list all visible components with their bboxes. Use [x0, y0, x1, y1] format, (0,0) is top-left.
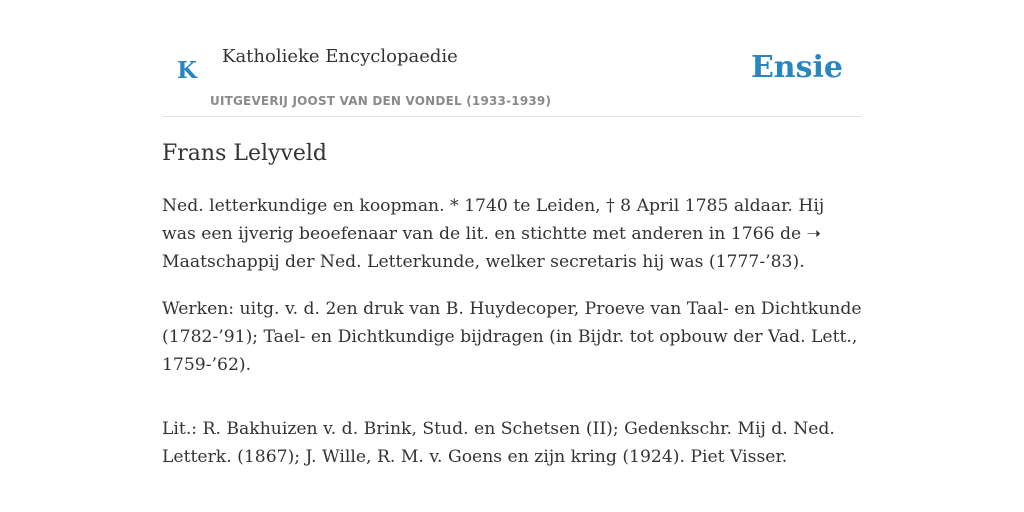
article-paragraph-literature: Lit.: R. Bakhuizen v. d. Brink, Stud. en Schetsen (II); Gedenkschr. Mij d. Ned. Letterk. (1867); J. Wille, R. M. v. Goens en zijn kring (1924). Piet Visser. [162, 419, 835, 467]
biography-text-end: Maatschappij der Ned. Letterkunde, welker secretaris hij was (1777-’83). [162, 252, 805, 272]
encyclopedia-header [162, 40, 862, 117]
encyclopedia-logo-k[interactable]: K [177, 57, 197, 84]
biography-text-start: Ned. letterkundige en koopman. * 1740 te Leiden, † 8 April 1785 aldaar. Hij was een ijverig beoefenaar van de lit. en stichtte met anderen in 1766 de [162, 196, 825, 244]
article-content [162, 138, 862, 490]
ensie-brand-link[interactable]: Ensie [750, 50, 843, 85]
cross-reference-arrow-icon[interactable]: ➝ [806, 224, 822, 244]
encyclopedia-title[interactable]: Katholieke Encyclopaedie [222, 46, 458, 67]
publisher-line: UITGEVERIJ JOOST VAN DEN VONDEL (1933-1939) [210, 94, 552, 108]
article-paragraph-works: Werken: uitg. v. d. 2en druk van B. Huydecoper, Proeve van Taal- en Dichtkunde (1782-’91); Tael- en Dichtkundige bijdragen (in Bijdr. tot opbouw der Vad. Lett., 1759-’62). [162, 299, 862, 375]
article-paragraph-biography [162, 192, 862, 276]
article-title: Frans Lelyveld [162, 141, 328, 166]
